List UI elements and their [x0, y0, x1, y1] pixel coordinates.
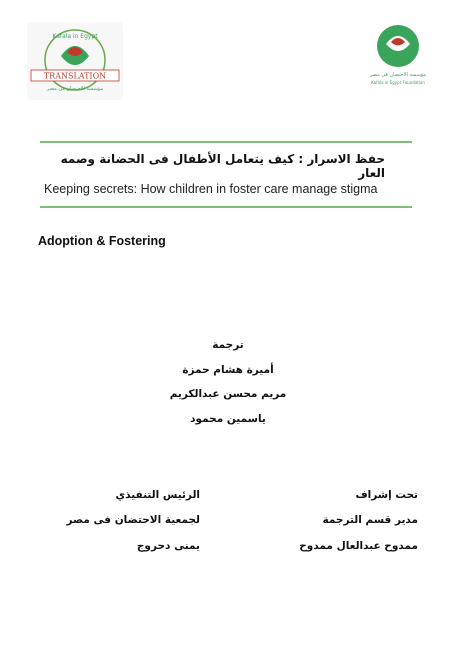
title-top-rule — [40, 141, 412, 143]
translator-3: ياسمين محمود — [190, 413, 266, 425]
title-bottom-rule — [40, 206, 412, 208]
svg-text:مؤسسة الاحتضان فى مصر: مؤسسة الاحتضان فى مصر — [46, 86, 104, 92]
svg-text:TRANSLATION: TRANSLATION — [43, 71, 107, 81]
translator-1: أميرة هشام حمزة — [182, 364, 274, 376]
foundation-caption-english: Kafala in Egypt Foundation — [371, 80, 425, 85]
supervisor-role: مدير قسم الترجمة — [322, 514, 418, 526]
executive-name: يمنى دحروج — [136, 540, 200, 552]
foundation-caption-arabic: مؤسسة الاحتضان فى مصر — [369, 72, 427, 78]
kafala-translation-logo — [27, 22, 123, 100]
supervision-heading: تحت إشراف — [355, 489, 418, 501]
title-arabic: حفظ الاسرار : كيف يتعامل الأطفال فى الحضانة وصمه العار — [60, 152, 385, 180]
executive-heading: الرئيس التنفيذي — [115, 489, 200, 501]
translator-2: مريم محسن عبدالكريم — [169, 388, 287, 400]
kafala-foundation-logo — [364, 22, 432, 98]
translation-heading: ترجمة — [212, 339, 244, 351]
journal-category: Adoption & Fostering — [38, 234, 166, 248]
supervisor-name: ممدوح عبدالعال ممدوح — [299, 540, 418, 552]
title-english: Keeping secrets: How children in foster care manage stigma — [44, 182, 378, 196]
svg-text:Kafala in Egypt: Kafala in Egypt — [52, 33, 98, 40]
executive-organization: لجمعية الاحتضان فى مصر — [66, 514, 200, 526]
